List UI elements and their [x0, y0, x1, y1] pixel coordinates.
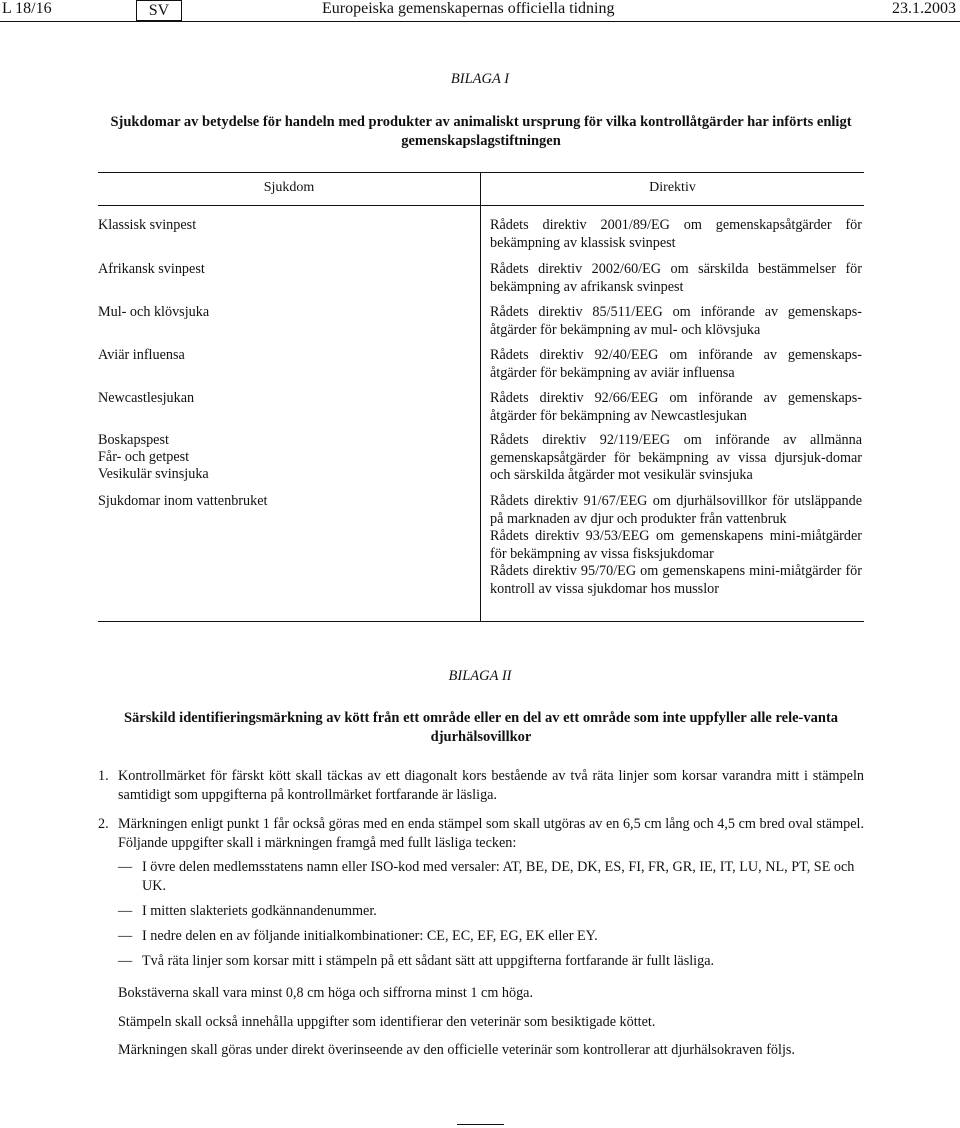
list-item-1 — [98, 767, 864, 805]
directive-cell — [490, 261, 862, 296]
disease-cell — [98, 261, 468, 278]
list-text: Kontrollmärket för färskt kött skall täckas av ett diagonalt kors bestående av två räta linjer som korsar varandra mitt i stämpeln samtidigt som uppgifterna på kontrollmärket fortfarande är läsliga. — [118, 768, 864, 803]
directive-cell — [490, 347, 862, 382]
disease-name: Aviär influensa — [98, 347, 185, 363]
dash-item — [118, 927, 864, 946]
page-reference: L 18/16 — [2, 0, 52, 17]
list-item-2 — [98, 815, 864, 853]
directive-text: Rådets direktiv 2002/60/EG om särskilda bestämmelser för bekämpning av afrikansk svinpest — [490, 261, 862, 295]
dash-item — [118, 952, 864, 971]
directive-text: Rådets direktiv 91/67/EEG om djurhälsovillkor för utsläppande på marknaden av djur och produkter från vattenbruk — [490, 493, 862, 527]
annex-1-heading: Sjukdomar av betydelse för handeln med produkter av animaliskt ursprung för vilka kontrollåtgärder har införts enligt gemenskapslagstiftningen — [110, 114, 852, 149]
dash-text: Två räta linjer som korsar mitt i stämpeln på ett sådant sätt att uppgifterna fortfarande är fullt läsliga. — [142, 953, 715, 969]
disease-cell — [98, 217, 468, 234]
directive-text: Rådets direktiv 85/511/EEG om införande av gemenskaps-åtgärder för bekämpning av mul- och klövsjuka — [490, 304, 862, 338]
list-number: 2. — [98, 816, 109, 832]
disease-name: Afrikansk svinpest — [98, 261, 205, 277]
disease-name: Sjukdomar inom vattenbruket — [98, 493, 268, 509]
disease-name: Mul- och klövsjuka — [98, 304, 210, 320]
dash-item — [118, 858, 864, 896]
directive-text: Rådets direktiv 92/40/EEG om införande av gemenskaps-åtgärder för bekämpning av aviär influensa — [490, 347, 862, 381]
disease-name: Newcastlesjukan — [98, 390, 195, 406]
dash-text: I nedre delen en av följande initialkombinationer: CE, EC, EF, EG, EK eller EY. — [142, 928, 598, 944]
dash-marker: — — [118, 859, 133, 875]
directive-cell — [490, 432, 862, 485]
dash-text: I övre delen medlemsstatens namn eller ISO-kod med versaler: AT, BE, DE, DK, ES, FI, FR, GR, IE, IT, LU, NL, PT, SE och UK. — [142, 859, 855, 894]
directive-text: Rådets direktiv 92/119/EEG om införande av allmänna gemenskapsåtgärder för bekämpning av vissa djursjuk-domar och särskilda åtgärder mot vesikulär svinsjuka — [490, 432, 862, 483]
list-number: 1. — [98, 768, 109, 784]
paragraph: Märkningen skall göras under direkt överinseende av den officielle veterinär som kontrollerar att djurhälsokraven följs. — [118, 1042, 795, 1058]
directive-text: Rådets direktiv 95/70/EG om gemenskapens mini-miåtgärder för kontroll av vissa sjukdomar hos musslor — [490, 563, 862, 597]
disease-cell — [98, 493, 468, 510]
column-header-disease: Sjukdom — [263, 180, 315, 195]
directive-cell — [490, 217, 862, 252]
paragraph: Bokstäverna skall vara minst 0,8 cm höga och siffrorna minst 1 cm höga. — [118, 985, 534, 1001]
disease-name: Boskapspest — [98, 432, 169, 448]
publication-date: 23.1.2003 — [892, 0, 956, 17]
dash-text: I mitten slakteriets godkännandenummer. — [142, 903, 377, 919]
annex-1-title: BILAGA I — [450, 71, 510, 87]
journal-title: Europeiska gemenskapernas officiella tidning — [322, 0, 615, 17]
directive-cell — [490, 493, 862, 598]
directive-text: Rådets direktiv 93/53/EEG om gemenskapens mini-miåtgärder för bekämpning av vissa fisksjukdomar — [490, 528, 862, 562]
list-text: Märkningen enligt punkt 1 får också göras med en enda stämpel som skall utgöras av en 6,5 cm lång och 4,5 cm bred oval stämpel. Följande uppgifter skall i märkningen framgå med fullt läsliga tecken: — [118, 816, 864, 851]
disease-cell — [98, 432, 468, 483]
directive-text: Rådets direktiv 2001/89/EG om gemenskapsåtgärder för bekämpning av klassisk svinpest — [490, 217, 862, 251]
annex-2-title: BILAGA II — [448, 668, 512, 684]
dash-marker: — — [118, 903, 133, 919]
table-column-divider — [480, 172, 481, 622]
table-header-rule — [98, 205, 864, 206]
dash-marker: — — [118, 928, 133, 944]
disease-cell — [98, 390, 468, 407]
table-top-rule — [98, 172, 864, 173]
disease-cell — [98, 304, 468, 321]
disease-name: Vesikulär svinsjuka — [98, 466, 209, 482]
directive-text: Rådets direktiv 92/66/EEG om införande av gemenskaps-åtgärder för bekämpning av Newcastlesjukan — [490, 390, 862, 424]
language-badge: SV — [136, 0, 182, 21]
directive-cell — [490, 390, 862, 425]
dash-marker: — — [118, 953, 133, 969]
disease-cell — [98, 347, 468, 364]
footer-rule — [457, 1124, 504, 1125]
paragraph: Stämpeln skall också innehålla uppgifter som identifierar den veterinär som besiktigade köttet. — [118, 1014, 656, 1030]
table-bottom-rule — [98, 621, 864, 622]
annex-2-heading: Särskild identifieringsmärkning av kött från ett område eller en del av ett område som inte uppfyller alle rele-vanta djurhälsovillkor — [123, 710, 839, 745]
column-header-directive: Direktiv — [649, 180, 696, 195]
header-divider — [0, 21, 960, 22]
dash-item — [118, 902, 864, 921]
disease-name: Får- och getpest — [98, 449, 190, 465]
disease-name: Klassisk svinpest — [98, 217, 197, 233]
directive-cell — [490, 304, 862, 339]
